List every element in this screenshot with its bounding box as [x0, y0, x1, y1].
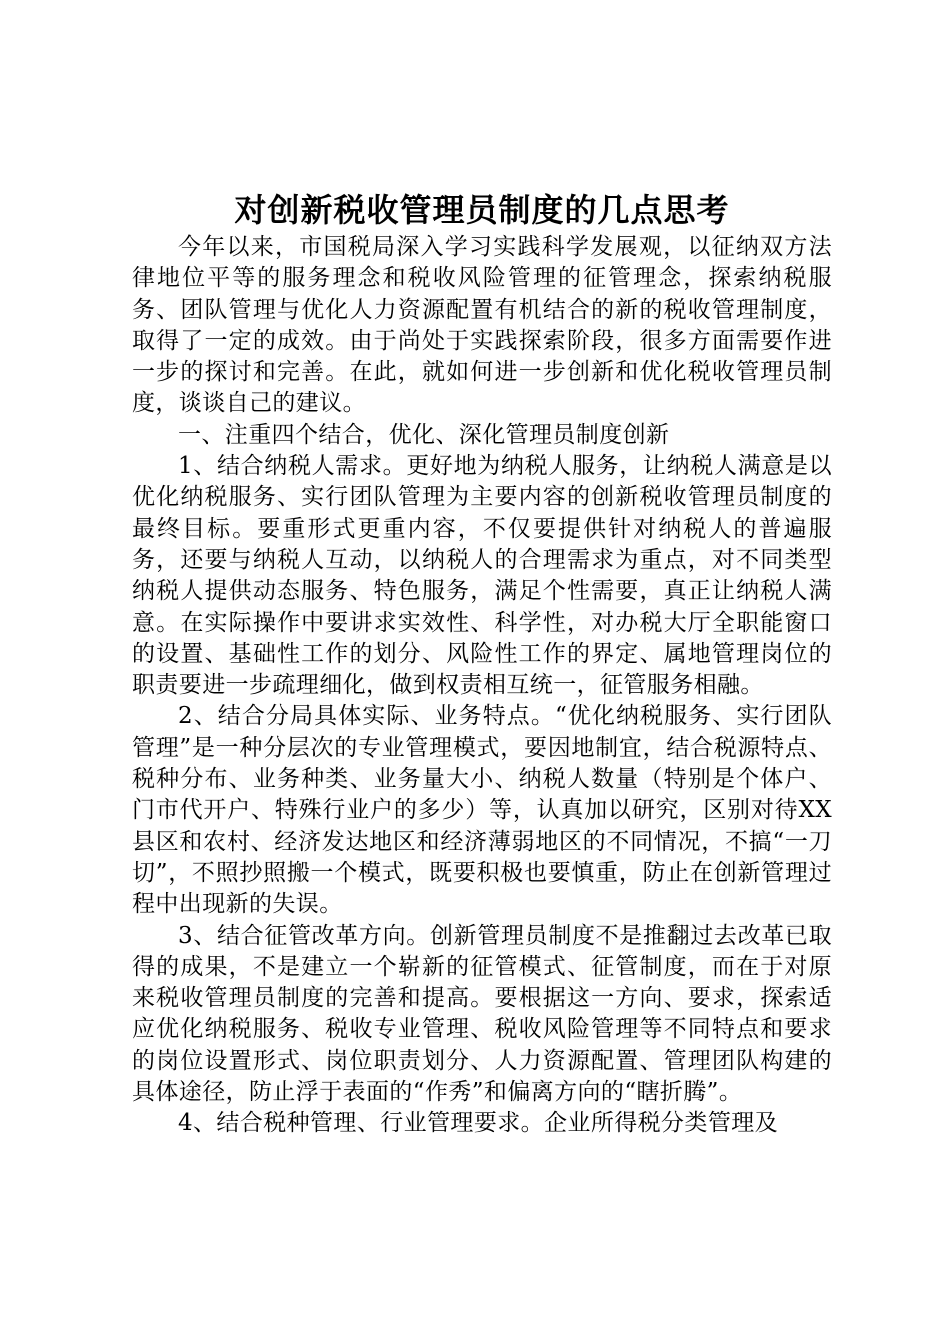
document-page	[132, 0, 832, 1344]
document-title: 对创新税收管理员制度的几点思考	[234, 191, 730, 229]
paragraph-point-4: 4、结合税种管理、行业管理要求。企业所得税分类管理及	[178, 1110, 779, 1137]
paragraph-point-1: 1、结合纳税人需求。更好地为纳税人服务，让纳税人满意是以优化纳税服务、实行团队管理为主要内容的创新税收管理员制度的最终目标。要重形式更重内容，不仅要提供针对纳税人的普遍服务，还要与纳税人互动，以纳税人的合理需求为重点，对不同类型纳税人提供动态服务、特色服务，满足个性需要，真正让纳税人满意。在实际操作中要讲求实效性、科学性，对办税大厅全职能窗口的设置、基础性工作的划分、风险性工作的界定、属地管理岗位的职责要进一步疏理细化，做到权责相互统一，征管服务相融。	[132, 453, 832, 699]
section-heading-1: 一、注重四个结合，优化、深化管理员制度创新	[178, 421, 670, 448]
paragraph-intro: 今年以来，市国税局深入学习实践科学发展观，以征纳双方法律地位平等的服务理念和税收风险管理的征管理念，探索纳税服务、团队管理与优化人力资源配置有机结合的新的税收管理制度，取得了一定的成效。由于尚处于实践探索阶段，很多方面需要作进一步的探讨和完善。在此，就如何进一步创新和优化税收管理员制度，谈谈自己的建议。	[132, 234, 832, 417]
paragraph-point-3: 3、结合征管改革方向。创新管理员制度不是推翻过去改革已取得的成果，不是建立一个崭新的征管模式、征管制度，而在于对原来税收管理员制度的完善和提高。要根据这一方向、要求，探索适应优化纳税服务、税收专业管理、税收风险管理等不同特点和要求的岗位设置形式、岗位职责划分、人力资源配置、管理团队构建的具体途径，防止浮于表面的“作秀”和偏离方向的“瞎折腾”。	[132, 922, 832, 1106]
document-body	[132, 232, 832, 1140]
paragraph-point-2: 2、结合分局具体实际、业务特点。“优化纳税服务、实行团队管理”是一种分层次的专业管理模式，要因地制宜，结合税源特点、税种分布、业务种类、业务量大小、纳税人数量（特别是个体户、门市代开户、特殊行业户的多少）等，认真加以研究，区别对待XX县区和农村、经济发达地区和经济薄弱地区的不同情况，不搞“一刀切”，不照抄照搬一个模式，既要积极也要慎重，防止在创新管理过程中出现新的失误。	[132, 703, 832, 918]
